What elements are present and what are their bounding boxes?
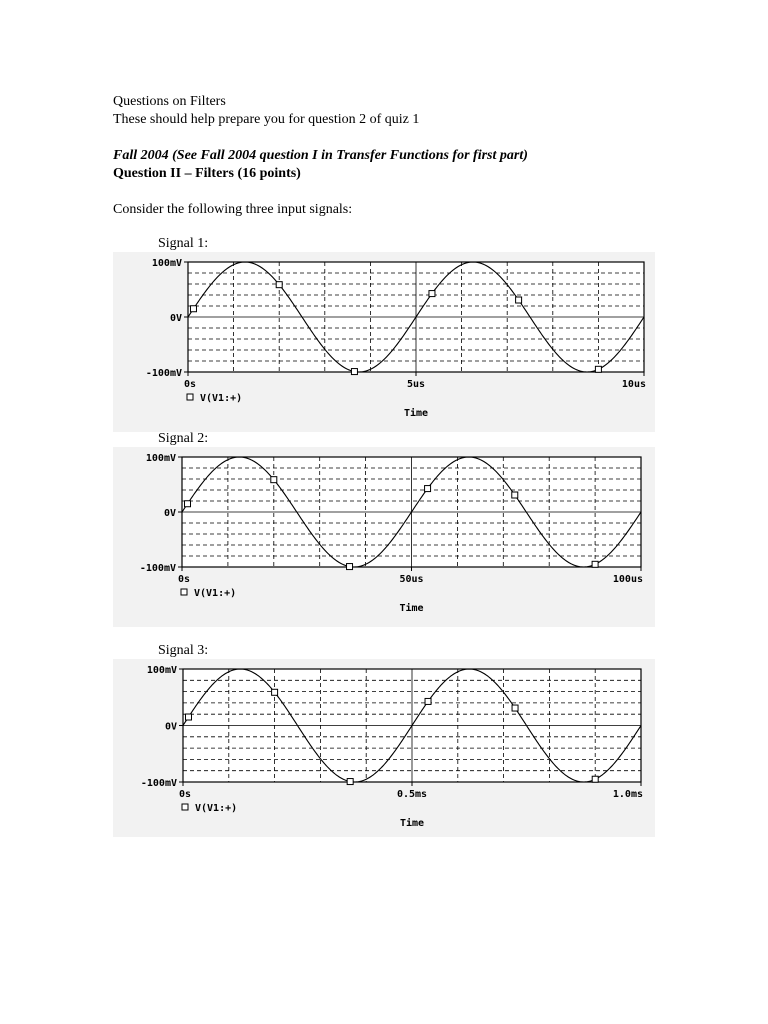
y-tick-label: -100mV: [139, 563, 176, 574]
y-tick-label: 100mV: [146, 665, 177, 676]
signal-2-figure: [113, 447, 655, 627]
signal-2-chart: [113, 447, 655, 627]
intro-text: Consider the following three input signals:: [113, 202, 353, 217]
heading: Questions on Filters: [113, 94, 226, 109]
series-marker: [425, 698, 431, 704]
series-marker: [347, 779, 353, 785]
legend-label: V(V1:+): [200, 393, 243, 404]
series-marker: [272, 689, 278, 695]
series-marker: [512, 705, 518, 711]
signal-2-label: Signal 2:: [158, 431, 209, 446]
x-tick-label: 0.5ms: [396, 789, 428, 800]
legend-marker: [182, 804, 188, 810]
x-tick-label: 1.0ms: [612, 789, 643, 800]
signal-1-label: Signal 1:: [158, 236, 209, 251]
series-marker: [271, 477, 277, 483]
y-tick-label: 0V: [163, 508, 176, 519]
subheading: These should help prepare you for question 2 of quiz 1: [113, 112, 420, 127]
y-tick-label: -100mV: [140, 778, 177, 789]
x-axis-label: Time: [403, 408, 429, 419]
x-tick-label: 100us: [612, 574, 643, 585]
signal-1-figure: [113, 252, 655, 432]
legend-marker: [187, 394, 193, 400]
x-tick-label: 5us: [406, 379, 426, 390]
series-marker: [512, 492, 518, 498]
series-marker: [351, 369, 357, 375]
x-tick-label: 0s: [179, 789, 192, 800]
series-marker: [276, 282, 282, 288]
series-marker: [190, 306, 196, 312]
series-marker: [185, 501, 191, 507]
legend-label: V(V1:+): [194, 588, 237, 599]
series-marker: [425, 486, 431, 492]
x-axis-label: Time: [399, 818, 425, 829]
series-marker: [516, 297, 522, 303]
signal-3-chart: [113, 659, 655, 837]
legend-marker: [181, 589, 187, 595]
x-tick-label: 50us: [399, 574, 424, 585]
series-marker: [429, 291, 435, 297]
x-tick-label: 10us: [621, 379, 646, 390]
signal-3-label: Signal 3:: [158, 643, 209, 658]
series-marker: [185, 714, 191, 720]
y-tick-label: 0V: [164, 721, 177, 733]
y-tick-label: 0V: [169, 313, 182, 324]
question-line: Question II – Filters (16 points): [113, 166, 301, 181]
signal-3-figure: [113, 659, 655, 837]
x-tick-label: 0s: [178, 574, 191, 585]
legend-label: V(V1:+): [195, 803, 238, 814]
signal-1-chart: [113, 252, 655, 432]
x-axis-label: Time: [399, 603, 424, 614]
y-tick-label: 100mV: [151, 258, 182, 269]
series-marker: [347, 564, 353, 570]
x-tick-label: 0s: [184, 379, 197, 390]
y-tick-label: -100mV: [145, 368, 182, 379]
series-marker: [595, 366, 601, 372]
y-tick-label: 100mV: [145, 453, 176, 464]
term-line: Fall 2004 (See Fall 2004 question I in Transfer Functions for first part): [113, 148, 528, 163]
series-marker: [592, 776, 598, 782]
series-marker: [592, 561, 598, 567]
